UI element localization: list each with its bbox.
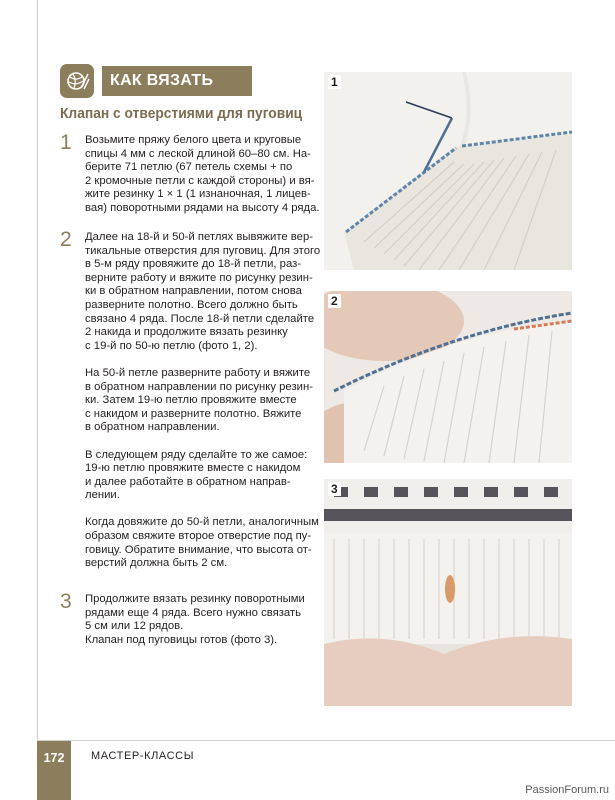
text-line: 19-ю петлю провяжите вместе с накидом — [85, 462, 301, 475]
text-line: ки. Затем 19-ю петлю провяжите вместе — [85, 394, 297, 407]
photo-2 — [324, 291, 572, 463]
text-line: Когда довяжите до 50-й петли, аналогичным — [85, 516, 319, 529]
text-line: вая) поворотными рядами на высоту 4 ряда. — [85, 201, 320, 214]
paragraph — [85, 516, 320, 570]
step-text — [85, 593, 320, 647]
photo-1 — [324, 72, 572, 270]
text-line: Возьмите пряжу белого цвета и круговые — [85, 134, 302, 146]
photo-label: 2 — [328, 294, 341, 308]
text-line: 2 кромочные петли с каждой стороны) и вя- — [85, 174, 315, 187]
header-title: КАК ВЯЗАТЬ — [102, 66, 252, 96]
section-name: МАСТЕР-КЛАССЫ — [91, 750, 195, 762]
page-number: 172 — [37, 741, 71, 800]
text-line: верстий должна быть 2 см. — [85, 557, 228, 570]
step-text — [85, 134, 320, 216]
paragraph — [85, 449, 320, 503]
text-line: рядами еще 4 ряда. Всего нужно связать — [85, 606, 301, 619]
text-line: связано 4 ряда. После 18-й петли сделайте — [85, 312, 315, 325]
text-line: говицу. Обратите внимание, что высота от- — [85, 543, 312, 556]
text-line: верните работу и вяжите по рисунку резин- — [85, 271, 313, 284]
text-line: В следующем ряду сделайте то же самое: — [85, 448, 308, 461]
text-line: Клапан под пуговицы готов (фото 3). — [85, 633, 278, 646]
paragraph — [85, 231, 320, 353]
step-3 — [60, 590, 320, 647]
step-number: 1 — [60, 131, 72, 154]
text-line: в обратном направлении. — [85, 421, 220, 434]
text-line: разверните полотно. Всего должно быть — [85, 298, 298, 311]
text-line: и далее работайте в обратном направ- — [85, 475, 291, 488]
page-subtitle: Клапан с отверстиями для пуговиц — [60, 105, 303, 122]
text-line: в 5-м ряду провяжите до 18-й петли, раз- — [85, 258, 302, 271]
text-line: На 50-й петле разверните работу и вяжите — [85, 366, 311, 379]
text-line: Продолжите вязать резинку поворотными — [85, 593, 305, 605]
text-line: лении. — [85, 489, 120, 502]
text-line: в обратном направлении по рисунку резин- — [85, 380, 313, 393]
text-line: жите резинку 1 × 1 (1 изнаночная, 1 лицев- — [85, 188, 311, 201]
photo-label: 3 — [328, 482, 341, 496]
photo-label: 1 — [328, 75, 341, 89]
step-2 — [60, 228, 321, 571]
photo-3 — [324, 479, 572, 706]
text-line: с 19-й по 50-ю петлю (фото 1, 2). — [85, 339, 258, 352]
text-line: с накидом и разверните полотно. Вяжите — [85, 407, 302, 420]
paragraph — [85, 367, 320, 435]
left-margin-rule — [37, 0, 38, 740]
footer-rule — [37, 740, 615, 741]
step-1 — [60, 131, 320, 216]
text-line: образом свяжите второе отверстие под пу- — [85, 530, 312, 543]
text-line: Далее на 18-й и 50-й петлях вывяжите вер- — [85, 231, 313, 243]
text-line: ки в обратном направлении, потом снова — [85, 285, 302, 298]
step-number: 2 — [60, 228, 72, 251]
text-line: 2 накида и продолжите вязать резинку — [85, 326, 288, 339]
watermark: PassionForum.ru — [525, 784, 609, 796]
step-number: 3 — [60, 590, 72, 613]
text-line: берите 71 петлю (67 петель схемы + по — [85, 161, 293, 174]
step-text — [85, 231, 320, 571]
text-line: 5 см или 12 рядов. — [85, 620, 184, 633]
yarn-ball-icon — [60, 64, 94, 98]
section-header — [60, 64, 252, 98]
text-line: спицы 4 мм с леской длиной 60–80 см. На- — [85, 147, 311, 160]
text-line: тикальные отверстия для пуговиц. Для этого — [85, 244, 321, 257]
